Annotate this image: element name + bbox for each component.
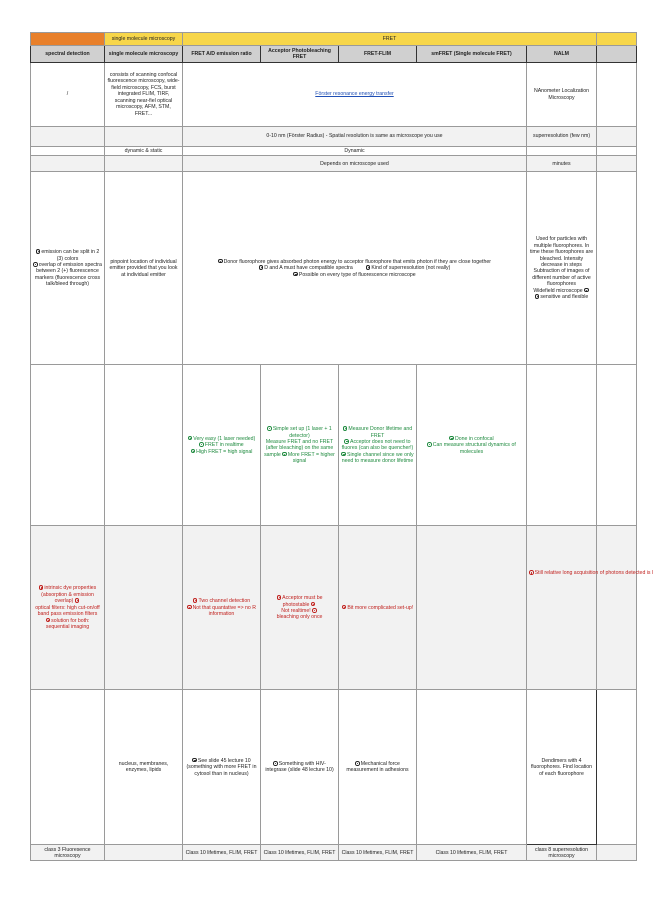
col-header-fret-ad: FRET A/D emission ratio <box>183 46 261 63</box>
adv-smfret: Done in confocal Can measure structural dynamics of molecules <box>417 365 527 526</box>
time-fret: Depends on microscope used <box>183 156 527 172</box>
circle-bullet-icon <box>342 605 347 610</box>
time-spectral <box>31 156 105 172</box>
circle-bullet-icon <box>259 265 264 270</box>
dyn-spectral <box>31 147 105 156</box>
app-flim: Mechanical force measurement in adhesions <box>339 690 417 845</box>
circle-bullet-icon <box>529 570 534 575</box>
def-extra <box>597 63 637 127</box>
circle-bullet-icon <box>311 602 316 607</box>
col-header-nalm: NALM <box>527 46 597 63</box>
source-row <box>31 845 637 861</box>
circle-bullet-icon <box>187 605 192 610</box>
adv-flim: Measure Donor lifetime and FRET Acceptor does not need to fluores (can also be quencher!) Single channel since we only need to measure donor lifetime <box>339 365 417 526</box>
res-nalm: superresolution (few nm) <box>527 127 597 147</box>
dynamic-row <box>31 147 637 156</box>
app-smfret <box>417 690 527 845</box>
time-row <box>31 156 637 172</box>
disadvantages-row <box>31 526 637 690</box>
col-header-smfret: smFRET (Single molecule FRET) <box>417 46 527 63</box>
dyn-nalm <box>527 147 597 156</box>
def-spectral: / <box>31 63 105 127</box>
circle-bullet-icon <box>192 758 197 763</box>
group-header-single: single molecule microscopy <box>105 33 183 46</box>
principle-fret-line: Possible on every type of fluorescence microscope <box>185 272 524 278</box>
circle-bullet-icon <box>33 262 38 267</box>
def-single: consists of scanning confocal fluorescence microscopy, wide-field microscopy, FCS, burst integrated FLIM, TIRF, scanning near-fiel optical microscopy, AFM, STM, FRET... <box>105 63 183 127</box>
group-header-extra <box>597 33 637 46</box>
circle-bullet-icon <box>191 449 196 454</box>
principle-row <box>31 172 637 365</box>
col-header-extra <box>597 46 637 63</box>
dis-spectral: intrinsic dye properties (absorption & emission overlap) optical filters: high cut-on/off band pass emission filters solution for both: sequential imaging <box>31 526 105 690</box>
circle-bullet-icon <box>277 595 282 600</box>
time-nalm: minutes <box>527 156 597 172</box>
src-single <box>105 845 183 861</box>
src-nalm: class 8 superresolution microscopy <box>527 845 597 861</box>
group-header-fret: FRET <box>183 33 597 46</box>
circle-bullet-icon <box>535 294 540 299</box>
principle-fret <box>183 172 527 365</box>
dis-single <box>105 526 183 690</box>
comparison-table <box>30 32 653 861</box>
dis-extra <box>597 526 637 690</box>
dyn-fret: Dynamic <box>183 147 527 156</box>
comparison-sheet <box>30 32 653 861</box>
col-header-apb: Acceptor Photobleaching FRET <box>261 46 339 63</box>
src-apb: Class 10 lifetimes, FLIM, FRET <box>261 845 339 861</box>
col-header-flim: FRET-FLIM <box>339 46 417 63</box>
circle-bullet-icon <box>75 598 80 603</box>
time-extra <box>597 156 637 172</box>
def-fret <box>183 63 527 127</box>
app-nalm: Dendimers with 4 fluorophores. Find location of each fluorophore <box>527 690 597 845</box>
circle-bullet-icon <box>36 249 41 254</box>
app-single: nucleus, membranes, enzymes, lipids <box>105 690 183 845</box>
circle-bullet-icon <box>39 585 44 590</box>
principle-fret-line: Donor fluorophore gives absorbed photon energy to acceptor fluorophore that emits photon if they are close together <box>185 259 524 265</box>
principle-spectral-line: overlap of emission spectra between 2 (+) fluorescence markers (fluorescence cross talk/bleed through) <box>34 262 102 288</box>
app-apb: Something with HIV-integrase (slide 48 lecture 10) <box>261 690 339 845</box>
circle-bullet-icon <box>427 442 432 447</box>
circle-bullet-icon <box>355 761 360 766</box>
circle-bullet-icon <box>273 761 278 766</box>
principle-spectral <box>31 172 105 365</box>
definition-row <box>31 63 637 127</box>
adv-spectral <box>31 365 105 526</box>
circle-bullet-icon <box>218 259 223 264</box>
circle-bullet-icon <box>193 598 198 603</box>
res-fret: 0-10 nm (Förster Radius) - Spatial resolution is same as microscope you use <box>183 127 527 147</box>
dis-fret-ad: Two channel detection Not that quantative => no R information <box>183 526 261 690</box>
dis-flim: Bit more complicated set-up! <box>339 526 417 690</box>
group-header-row <box>31 33 637 46</box>
circle-bullet-icon <box>46 618 51 623</box>
adv-fret-ad: Very easy (1 laser needed) FRET in realtime High FRET = high signal <box>183 365 261 526</box>
circle-bullet-icon <box>188 436 193 441</box>
def-nalm: NAnometer Localization Microscopy <box>527 63 597 127</box>
adv-nalm <box>527 365 597 526</box>
src-fret-ad: Class 10 lifetimes, FLIM, FRET <box>183 845 261 861</box>
circle-bullet-icon <box>341 452 346 457</box>
column-header-row <box>31 46 637 63</box>
applications-row <box>31 690 637 845</box>
src-smfret: Class 10 lifetimes, FLIM, FRET <box>417 845 527 861</box>
app-extra <box>597 690 637 845</box>
dis-apb: Acceptor must be photostable Not realtime! bleaching only once <box>261 526 339 690</box>
col-header-spectral: spectral detection <box>31 46 105 63</box>
resolution-row <box>31 127 637 147</box>
principle-spectral-line: emission can be split in 2 (3) colors <box>33 249 102 262</box>
circle-bullet-icon <box>267 426 272 431</box>
src-spectral: class 3 Fluoresence microscopy <box>31 845 105 861</box>
principle-fret-line: D and A must have compatible spectra Kind of superresolution (not really) <box>185 265 524 271</box>
circle-bullet-icon <box>199 442 204 447</box>
circle-bullet-icon <box>584 288 589 293</box>
circle-bullet-icon <box>343 426 348 431</box>
fret-wiki-link[interactable]: Förster resonance energy transfer <box>315 91 394 98</box>
principle-nalm: Used for particles with multiple fluorophores. In time these fluorophores are bleached. Intensity decrease in steps Subtraction of images of different number of active fluorophores Widefield microscope sensitive and flexible <box>527 172 597 365</box>
circle-bullet-icon <box>312 608 317 613</box>
src-flim: Class 10 lifetimes, FLIM, FRET <box>339 845 417 861</box>
res-spectral <box>31 127 105 147</box>
col-header-single: single molecule microscopy <box>105 46 183 63</box>
res-extra <box>597 127 637 147</box>
res-single <box>105 127 183 147</box>
app-spectral <box>31 690 105 845</box>
adv-single <box>105 365 183 526</box>
dyn-extra <box>597 147 637 156</box>
adv-extra <box>597 365 637 526</box>
group-header-spectral <box>31 33 105 46</box>
circle-bullet-icon <box>282 452 287 457</box>
dis-nalm: Still relative long acquisition of photons detected is l <box>527 526 597 690</box>
time-single <box>105 156 183 172</box>
principle-extra <box>597 172 637 365</box>
adv-apb: Simple set up (1 laser + 1 detector) Measure FRET and no FRET (after bleaching) on the same sample More FRET = higher signal <box>261 365 339 526</box>
circle-bullet-icon <box>344 439 349 444</box>
src-extra <box>597 845 637 861</box>
dis-smfret <box>417 526 527 690</box>
advantages-row <box>31 365 637 526</box>
circle-bullet-icon <box>449 436 454 441</box>
circle-bullet-icon <box>293 272 298 277</box>
app-fret-ad: See slide 45 lecture 10 (something with more FRET in cytosol than in nucleus) <box>183 690 261 845</box>
principle-single: pinpoint location of individual emitter provided that you look at individual emitter <box>105 172 183 365</box>
circle-bullet-icon <box>366 265 371 270</box>
dyn-single: dynamic & static <box>105 147 183 156</box>
